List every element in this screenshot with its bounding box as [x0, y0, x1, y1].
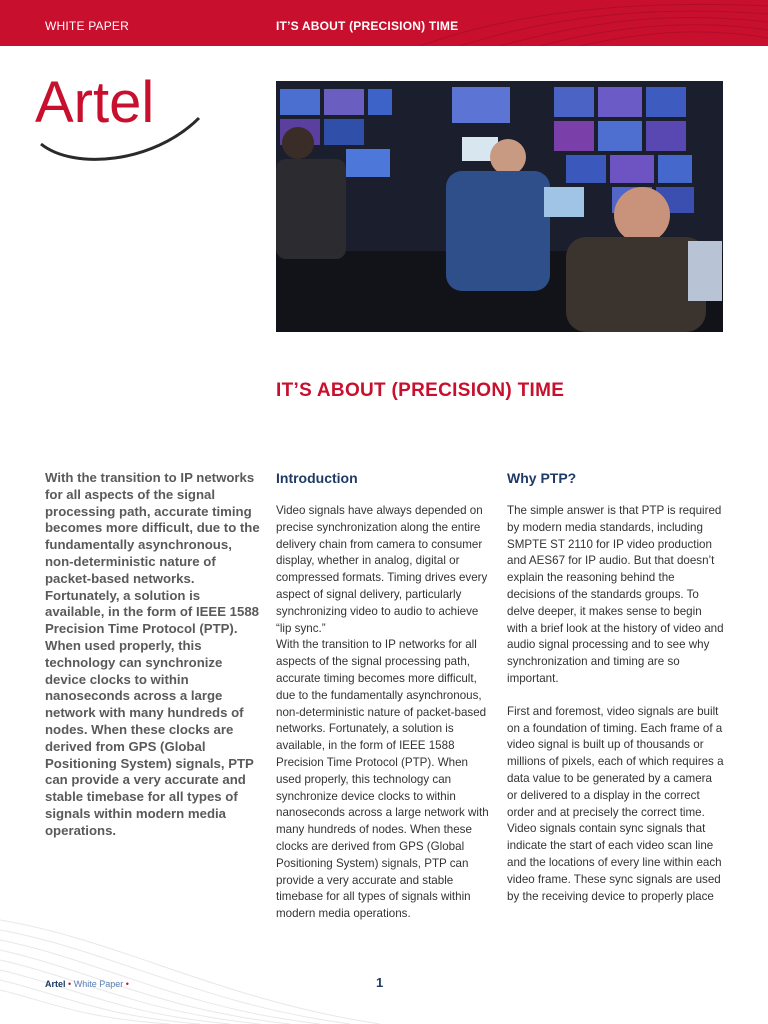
introduction-heading: Introduction — [276, 470, 358, 486]
introduction-section — [276, 469, 494, 923]
introduction-paragraph-1: Video signals have always depended on precise synchronization along the entire delivery chain from camera to consumer display, whether in analog, digital or compressed formats. Timing drives every aspect of signal delivery, particularly synchronizing video to audio to achieve “lip sync.” — [276, 504, 488, 635]
logo-wordmark: Artel — [35, 70, 155, 135]
page-number: 1 — [376, 975, 384, 990]
header-doc-title: IT’S ABOUT (PRECISION) TIME — [276, 19, 459, 33]
broadcast-control-room-photo — [276, 81, 723, 332]
footer-doc-type: White Paper — [73, 979, 124, 989]
footer-wave-decoration — [0, 900, 768, 1024]
why-ptp-paragraph-2: First and foremost, video signals are built on a foundation of timing. Each frame of a video signal is built up of thousands or millions of pixels, each of which requires a data value to be generated by a camera or delivered to a display in the correct order and at precisely the correct time. Video signals contain sync signals that indicate the start of each video scan line and the locations of every line within each video frame. These sync signals are used by the receiving device to properly place — [507, 704, 724, 903]
introduction-paragraph-2: With the transition to IP networks for all aspects of the signal processing path, accurate timing becomes more difficult, due to the fundamentally asynchronous, non-deterministic nature of packet-based networks. Fortunately, a solution is available, in the form of IEEE 1588 Precision Time Protocol (PTP). When used properly, this technology can synchronize device clocks to within nanoseconds across a large network with many hundreds of nodes. When these clocks are derived from GPS (Global Positioning System) signals, PTP can provide a very accurate and stable timebase for all types of signals within modern media operations. — [276, 638, 489, 921]
lead-summary: With the transition to IP networks for all aspects of the signal processing path, accurate timing becomes more difficult, due to the fundamentally asynchronous, non-deterministic nature of packet-based networks. Fortunately, a solution is available, in the form of IEEE 1588 Precision Time Protocol (PTP). When used properly, this technology can synchronize device clocks to within nanoseconds across a large network with many hundreds of nodes. When these clocks are derived from GPS (Global Positioning System) signals, PTP can provide a very accurate and stable timebase for all types of signals within modern media operations. — [45, 470, 260, 838]
why-ptp-paragraph-1: The simple answer is that PTP is required by modern media standards, including SMPTE ST 2110 for IP video production and AES67 for IP audio. But that doesn’t explain the reasoning behind the decisions of the standards groups. To delve deeper, it makes sense to begin with a brief look at the history of video and audio signal processing and to see why synchronization and timing are so important. — [507, 504, 724, 685]
why-ptp-section — [507, 469, 725, 905]
header-bar — [0, 0, 768, 46]
why-ptp-heading: Why PTP? — [507, 470, 577, 486]
footer-brand: Artel — [45, 979, 66, 989]
footer-separator-2: • — [125, 979, 129, 989]
header-doc-type: WHITE PAPER — [45, 19, 129, 33]
footer-separator-1: • — [68, 979, 72, 989]
footer-label — [45, 979, 129, 989]
page-title: IT’S ABOUT (PRECISION) TIME — [276, 380, 565, 401]
artel-logo — [33, 62, 208, 170]
